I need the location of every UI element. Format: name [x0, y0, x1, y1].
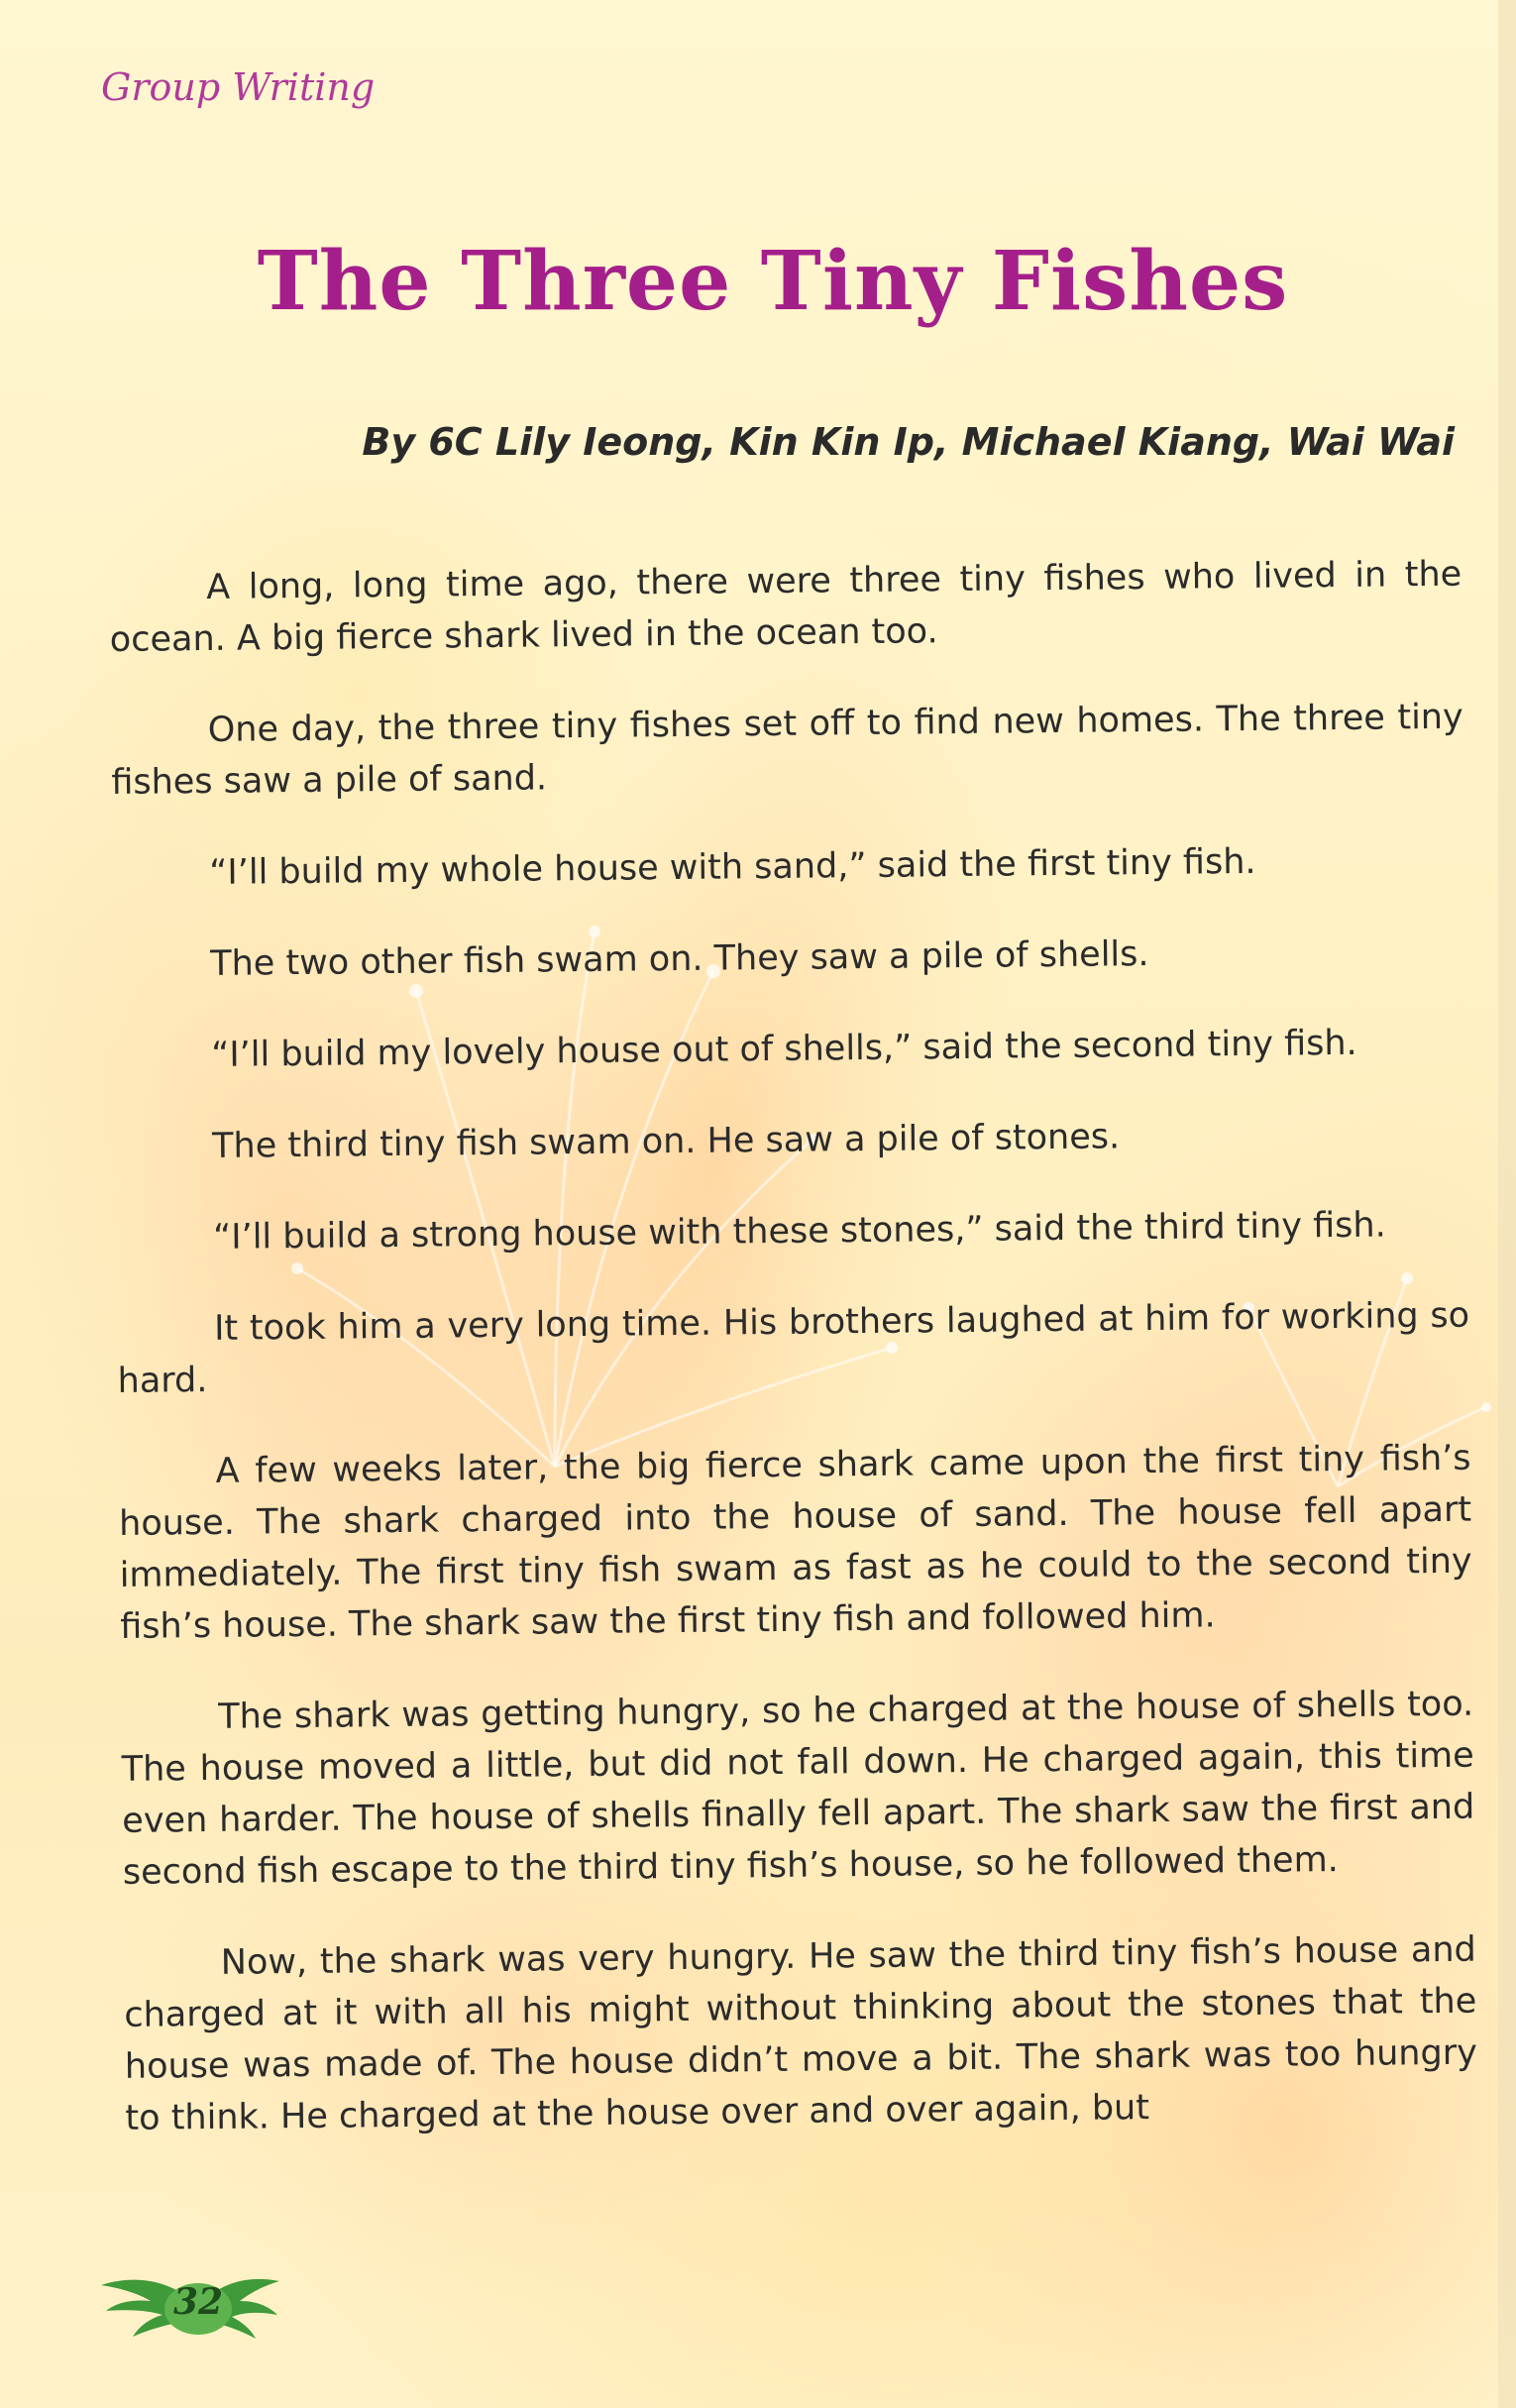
story-paragraph: “I’ll build my lovely house out of shells,” said the second tiny fish.: [211, 1023, 1357, 1075]
story-paragraph: “I’ll build a strong house with these stones,” said the third tiny fish.: [212, 1205, 1386, 1258]
section-label: Group Writing: [101, 65, 376, 109]
story-paragraph: “I’ll build my whole house with sand,” said the first tiny fish.: [209, 841, 1256, 893]
page-number-badge: [101, 2267, 279, 2347]
article-byline: By 6C Lily Ieong, Kin Kin Ip, Michael Kiang, Wai Wai: [362, 420, 1455, 464]
article-title: The Three Tiny Fishes: [257, 234, 1289, 329]
story-paragraph: A long, long time ago, there were three tiny fishes who lived in the ocean. A big fierce shark lived in the ocean too.: [109, 554, 1462, 660]
story-paragraph: Now, the shark was very hungry. He saw the third tiny fish’s house and charged at it with all his might without thinking about the stones that the house was made of. The house didn’t move a bit. The shark was too hungry to think. He charged at the house over and over again, but: [124, 1929, 1478, 2138]
story-paragraph: The shark was getting hungry, so he charged at the house of shells too. The house moved a little, but did not fall down. He charged again, this time even harder. The house of shells finally fell apart. The shark saw the first and second fish escape to the third tiny fish’s house, so he followed them.: [121, 1684, 1475, 1893]
story-paragraph: The third tiny fish swam on. He saw a pile of stones.: [211, 1117, 1121, 1166]
story-paragraph: One day, the three tiny fishes set off to find new homes. The three tiny fishes saw a pile of sand.: [111, 697, 1463, 803]
story-paragraph: A few weeks later, the big fierce shark came upon the first tiny fish’s house. The shark charged into the house of sand. The house fell apart immediately. The first tiny fish swam as fast as he could to the second tiny fish’s house. The shark saw the first tiny fish and followed him.: [118, 1438, 1472, 1647]
story-paragraph: It took him a very long time. His brothers laughed at him for working so hard.: [117, 1295, 1470, 1401]
story-body: [109, 549, 1478, 2184]
page-number: 32: [172, 2281, 224, 2323]
story-paragraph: The two other fish swam on. They saw a pile of shells.: [210, 934, 1149, 984]
